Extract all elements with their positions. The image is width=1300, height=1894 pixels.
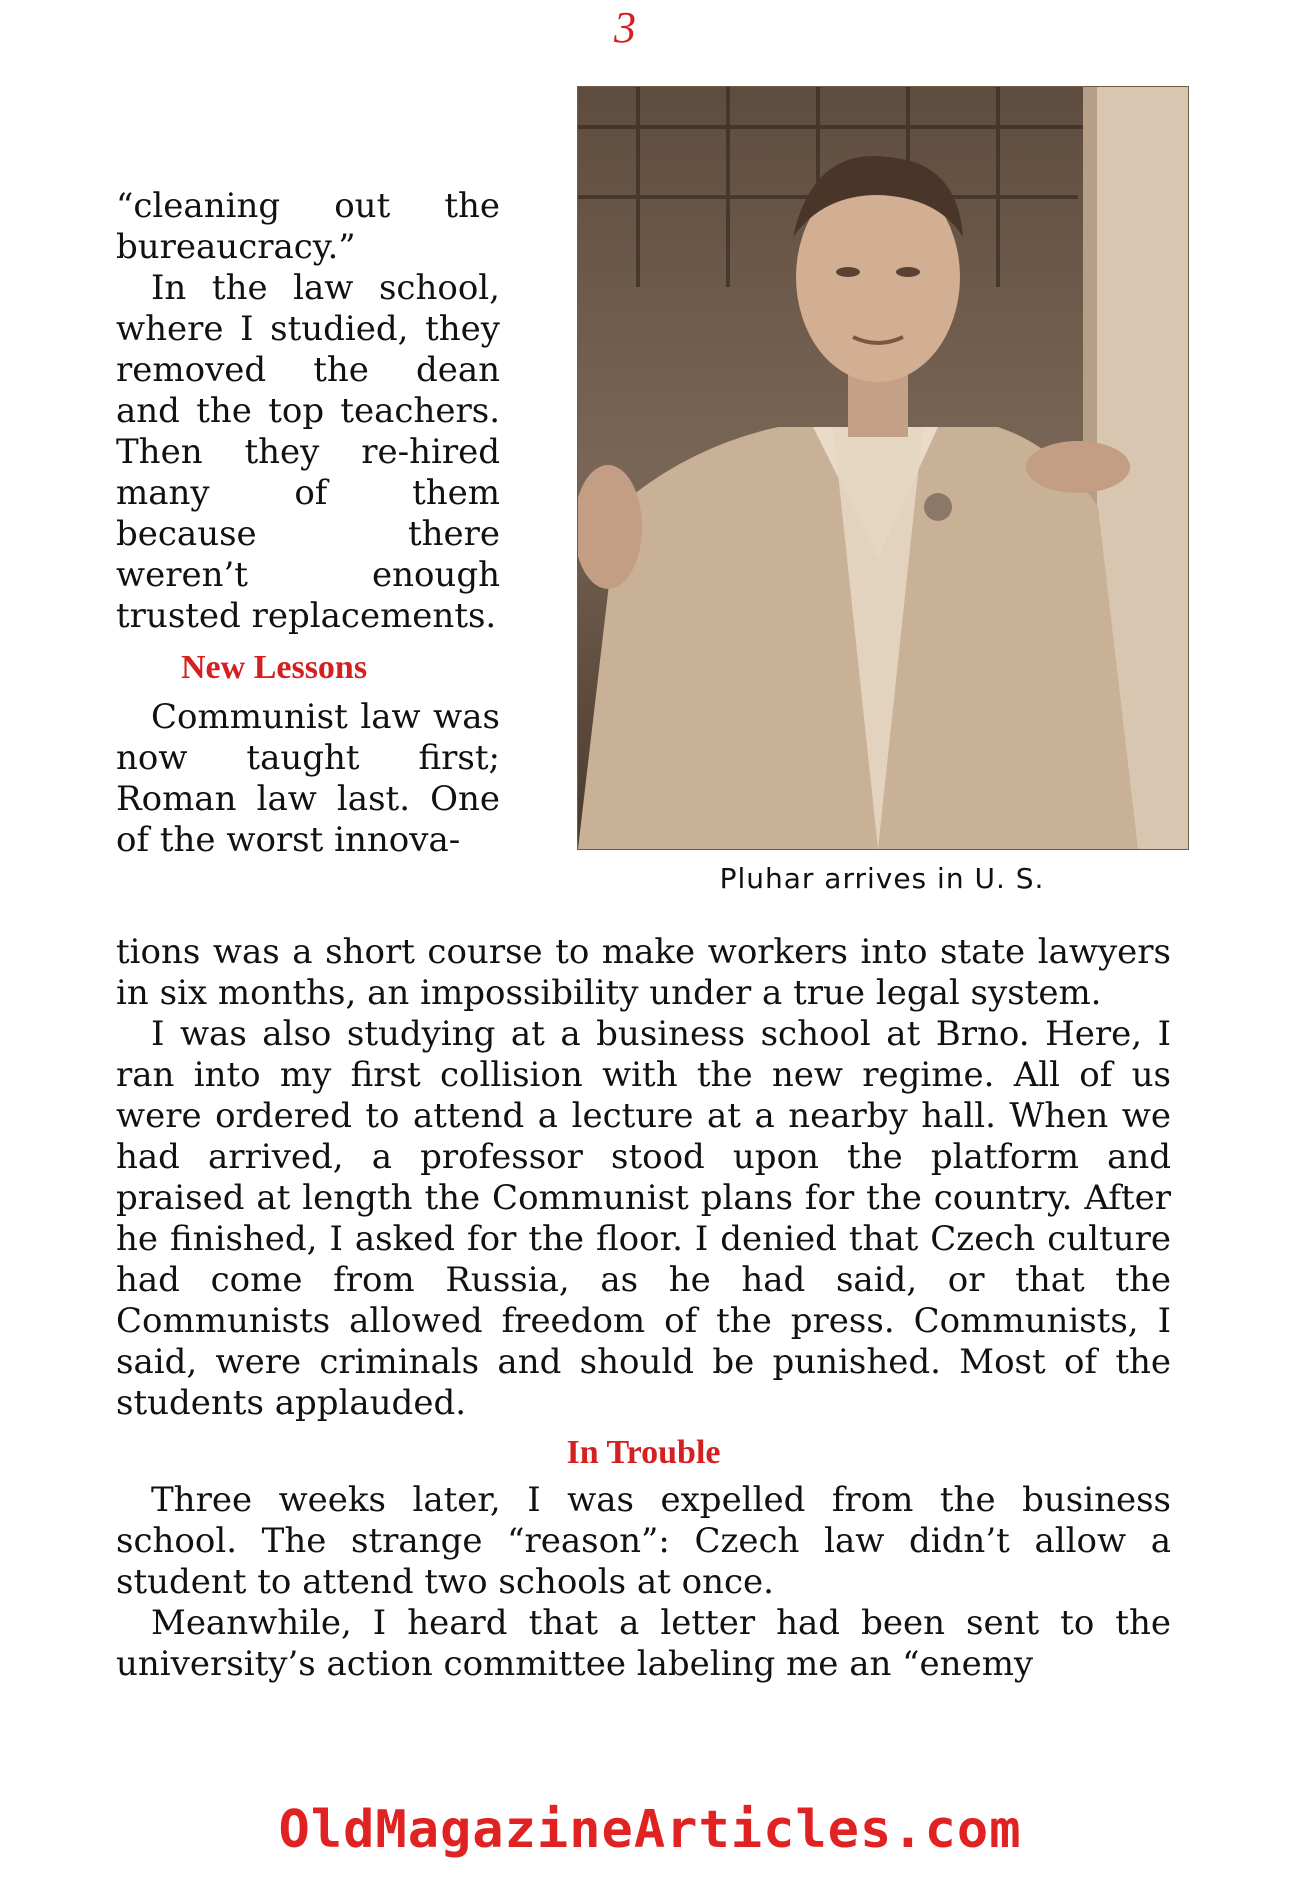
paragraph-business-school: I was also studying at a business school at Brno. Here, I ran into my first collision with the new regime. All of us were ordered to attend a lecture at a nearby hall. When we had arrived, a professor stood upon the platform and praised at length the Communist plans for the country. After he finished, I asked for the floor. I denied that Czech culture had come from Russia, as he had said, or that the Communists allowed freedom of the press. Communists, I said, were criminals and should be punished. Most of the students applauded. xyxy=(116,1014,1171,1423)
article-photo xyxy=(577,86,1189,850)
paragraph-bureaucracy: “cleaning out the bureaucracy.” xyxy=(116,186,500,267)
photo-caption: Pluhar arrives in U. S. xyxy=(719,862,1045,895)
site-watermark: OldMagazineArticles.com xyxy=(278,1800,1022,1860)
heading-in-trouble: In Trouble xyxy=(566,1434,721,1471)
paragraph-letter: Meanwhile, I heard that a letter had been sent to the university’s action committee labeling me an “enemy xyxy=(116,1603,1171,1684)
man-in-doorway-illustration xyxy=(578,87,1188,849)
full-width-text xyxy=(116,932,1171,1685)
heading-new-lessons: New Lessons xyxy=(181,649,368,686)
paragraph-law-school: In the law school, where I studied, they removed the dean and the top teachers. Then they re-hired many of them because there weren’t enough trusted replacements. xyxy=(116,268,500,636)
paragraph-expelled: Three weeks later, I was expelled from the business school. The strange “reason”: Czech law didn’t allow a student to attend two schools at once. xyxy=(116,1480,1171,1602)
paragraph-communist-law: Communist law was now taught first; Roman law last. One of the worst innova- xyxy=(116,697,500,860)
page-number: 3 xyxy=(614,3,636,52)
paragraph-short-course: tions was a short course to make workers into state lawyers in six months, an impossibility under a true legal system. xyxy=(116,932,1171,1013)
left-column xyxy=(116,186,500,861)
